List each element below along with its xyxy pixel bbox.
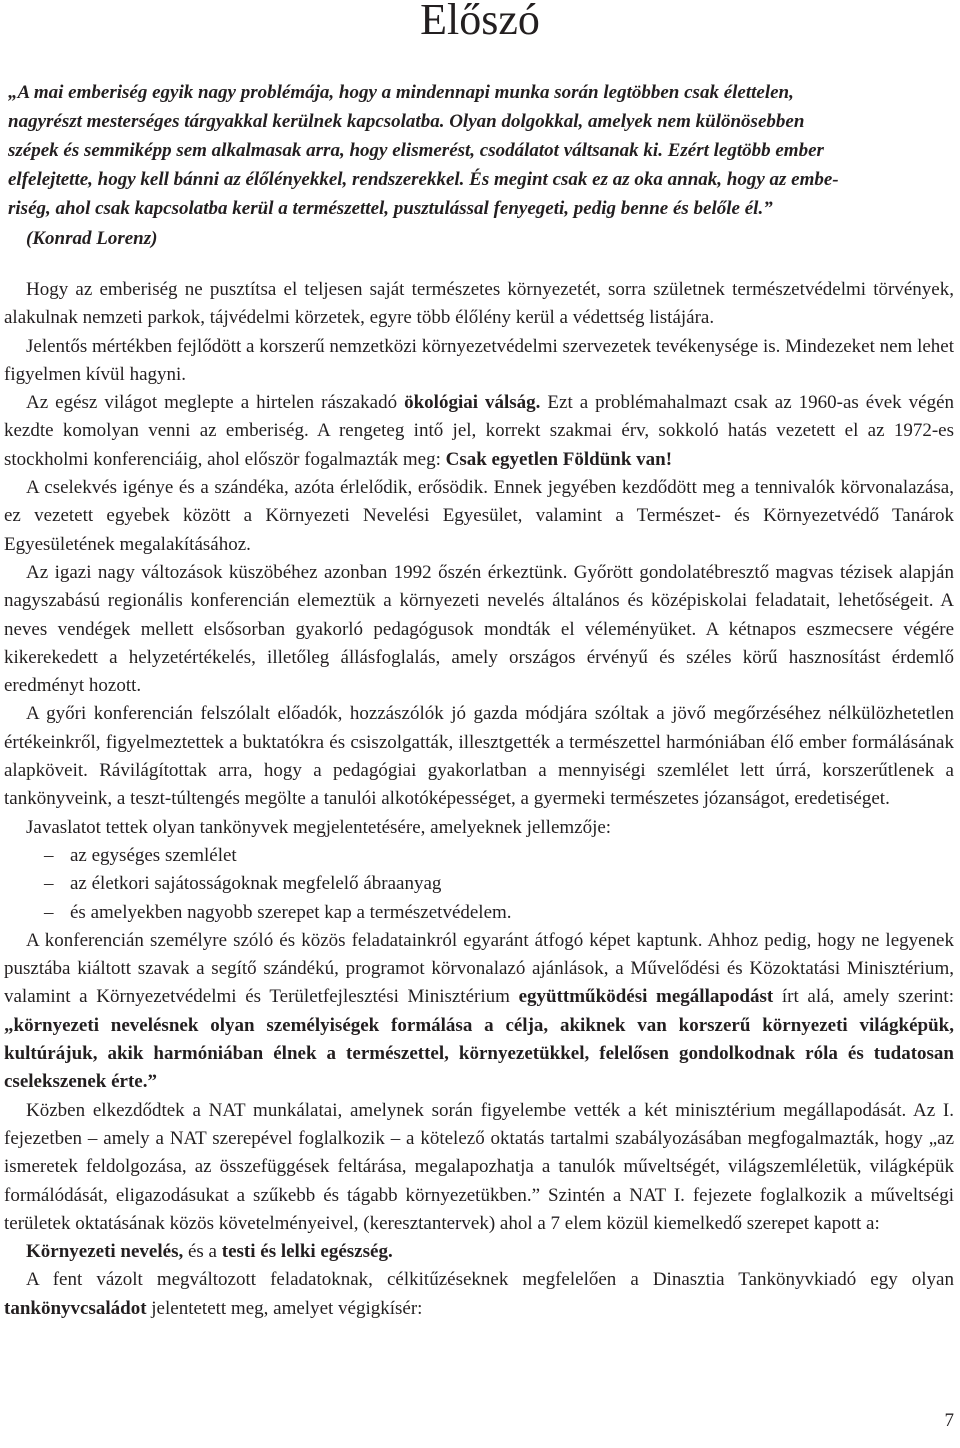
bold-text: ökológiai válság. (404, 392, 541, 414)
list-dash: – (44, 901, 54, 923)
page-number: 7 (944, 1410, 954, 1431)
motto-line: nagyrészt mesterséges tárgyakkal kerülnek kapcsolatba. Olyan dolgokkal, amelyek nem különösebben (8, 111, 805, 132)
paragraph (4, 1238, 954, 1266)
text-run: A konferencián személyre szóló és közös feladatainkról egyaránt átfogó képet kaptunk. Ahhoz pedig, hogy ne legyenek pusztába kiáltott szavak a segítő szándékú, programot körvonalazó ajánlások, a Művelődési és Közoktatási Minisztérium, valamint a Környezetvédelmi és Területfejlesztési Minisztérium (4, 929, 954, 1008)
page-title: Előszó (420, 0, 540, 44)
paragraph: Jelentős mértékben fejlődött a korszerű nemzetközi környezetvédelmi szervezetek tevékenysége is. Mindezeket nem lehet figyelmen kívül hagyni. (4, 335, 954, 385)
bold-text: Környezeti nevelés, (26, 1241, 184, 1263)
paragraph (4, 927, 954, 1097)
paragraph (4, 389, 954, 474)
paragraph: Hogy az emberiség ne pusztítsa el teljesen saját természetes környezetét, sorra születnek természetvédelmi törvények, alakulnak nemzeti parkok, tájvédelmi körzetek, egyre több élőlény kerül a védettség listájára. (4, 279, 954, 329)
text-run: jelentetett meg, amelyet végigkísér: (146, 1297, 423, 1319)
bold-text: „környezeti nevelésnek olyan személyiségek formálása a célja, akiknek van korszerű környezeti világképük, kultúrájuk, akik harmóniában élnek a természettel, környezetükkel, felelősen gondolkodnak róla és tudatosan cselekszenek érte.” (4, 1014, 954, 1093)
list-item-text: az életkori sajátosságoknak megfelelő ábraanyag (70, 873, 442, 895)
motto-line: elfelejtette, hogy kell bánni az élőlényekkel, rendszerekkel. És megint csak ez az oka annak, hogy az embe- (8, 169, 839, 190)
paragraph (4, 1266, 954, 1323)
bold-text: Csak egyetlen Földünk van! (445, 448, 673, 470)
motto-quote (8, 78, 954, 223)
text-run: Az egész világot meglepte a hirtelen rászakadó (26, 392, 405, 414)
bold-text: együttműködési megállapodást (518, 986, 774, 1008)
text-run: Ezt a problémahalmazt csak az 1960-as évek végén kezdte komolyan venni az emberiség. A rengeteg intő jel, korrekt szakmai érv, sokkoló hatás vezetett el az 1972-es stockholmi konferenciáig, ahol először fogalmazták meg: (4, 392, 955, 470)
bold-text: tankönyvcsaládot (4, 1297, 147, 1319)
paragraph: Az igazi nagy változások küszöbéhez azonban 1992 őszén érkeztünk. Győrött gondolatébresztő magvas tézisek alapján nagyszabású regionális konferencián elemeztük a környezeti nevelés általános és középiskolai feladatait, lehetőségeit. A neves vendégek mellett elsősorban gyakorló pedagógusok mondták el véleményüket. A kétnapos eszmecsere végére kikerekedett a helyzetértékelés, illetőleg állásfoglalás, amely országos érvényű és széles körű hasznosítást érdemlő eredményt hozott. (4, 561, 954, 697)
body-text (4, 276, 954, 1323)
bold-text: testi és lelki egészség. (221, 1241, 393, 1263)
motto-line: „A mai emberiség egyik nagy problémája, hogy a mindennapi munka során legtöbben csak élettelen, (8, 82, 794, 103)
list-item (4, 899, 954, 927)
text-run: A fent vázolt megváltozott feladatoknak, célkitűzéseknek megfelelően a Dinasztia Tankönyvkiadó egy olyan (26, 1269, 954, 1291)
feature-list (4, 842, 954, 927)
list-item (4, 842, 954, 870)
list-dash: – (44, 873, 54, 895)
paragraph: A cselekvés igénye és a szándéka, azóta érlelődik, erősödik. Ennek jegyében kezdődött meg a tennivalók körvonalazása, ez vezetett egyebek között a Környezeti Nevelési Egyesület, valamint a Természet- és Környezetvédő Tanárok Egyesületének megalakításához. (4, 477, 954, 555)
motto-line: szépek és semmiképp sem alkalmasak arra, hogy elismerést, csodálatot váltsanak ki. Ezért legtöbb ember (8, 140, 824, 161)
paragraph: Javaslatot tettek olyan tankönyvek megjelentetésére, amelyeknek jellemzője: (26, 816, 612, 838)
motto-author: (Konrad Lorenz) (26, 228, 158, 249)
list-dash: – (44, 844, 54, 866)
text-run: és a (183, 1241, 222, 1263)
text-run: írt alá, amely szerint: (773, 986, 954, 1008)
list-item-text: az egységes szemlélet (70, 844, 237, 866)
motto-line: riség, ahol csak kapcsolatba kerül a természettel, pusztulással fenyegeti, pedig benne és belőle él.” (8, 198, 773, 219)
list-item-text: és amelyekben nagyobb szerepet kap a természetvédelem. (70, 901, 512, 923)
paragraph: A győri konferencián felszólalt előadók, hozzászólók jó gazda módjára szóltak a jövő megőrzéséhez nélkülözhetetlen értékeinkről, figyelmeztettek a buktatókra és csiszolgatták, illesztgették a természettel harmóniában élő ember formálásának alapköveit. Rávilágítottak arra, hogy a pedagógiai gyakorlatban a mennyiségi szemlélet lett úrrá, korszerűtlenek a tankönyveink, a teszt-túltengés megölte a tanulói alkotóképességet, a gyermeki természetes józanságot, eredetiséget. (4, 703, 954, 810)
list-item (4, 870, 954, 898)
paragraph: Közben elkezdődtek a NAT munkálatai, amelynek során figyelembe vették a két minisztérium megállapodását. Az I. fejezetben – amely a NAT szerepével foglalkozik – a kötelező oktatás tartalmi szabályozásában megfogalmazták, hogy „az ismeretek feldolgozása, az összefüggések feltárása, megalapozhatja a tanulók műveltségét, világszemléletük, világképük formálódását, eligazodásukat a szűkebb és tágabb környezetükben.” Szintén a NAT I. fejezete foglalkozik a műveltségi területek oktatásának közös követelményeivel, (keresztantervek) ahol a 7 elem közül kiemelkedő szerepet kapott a: (4, 1099, 954, 1234)
